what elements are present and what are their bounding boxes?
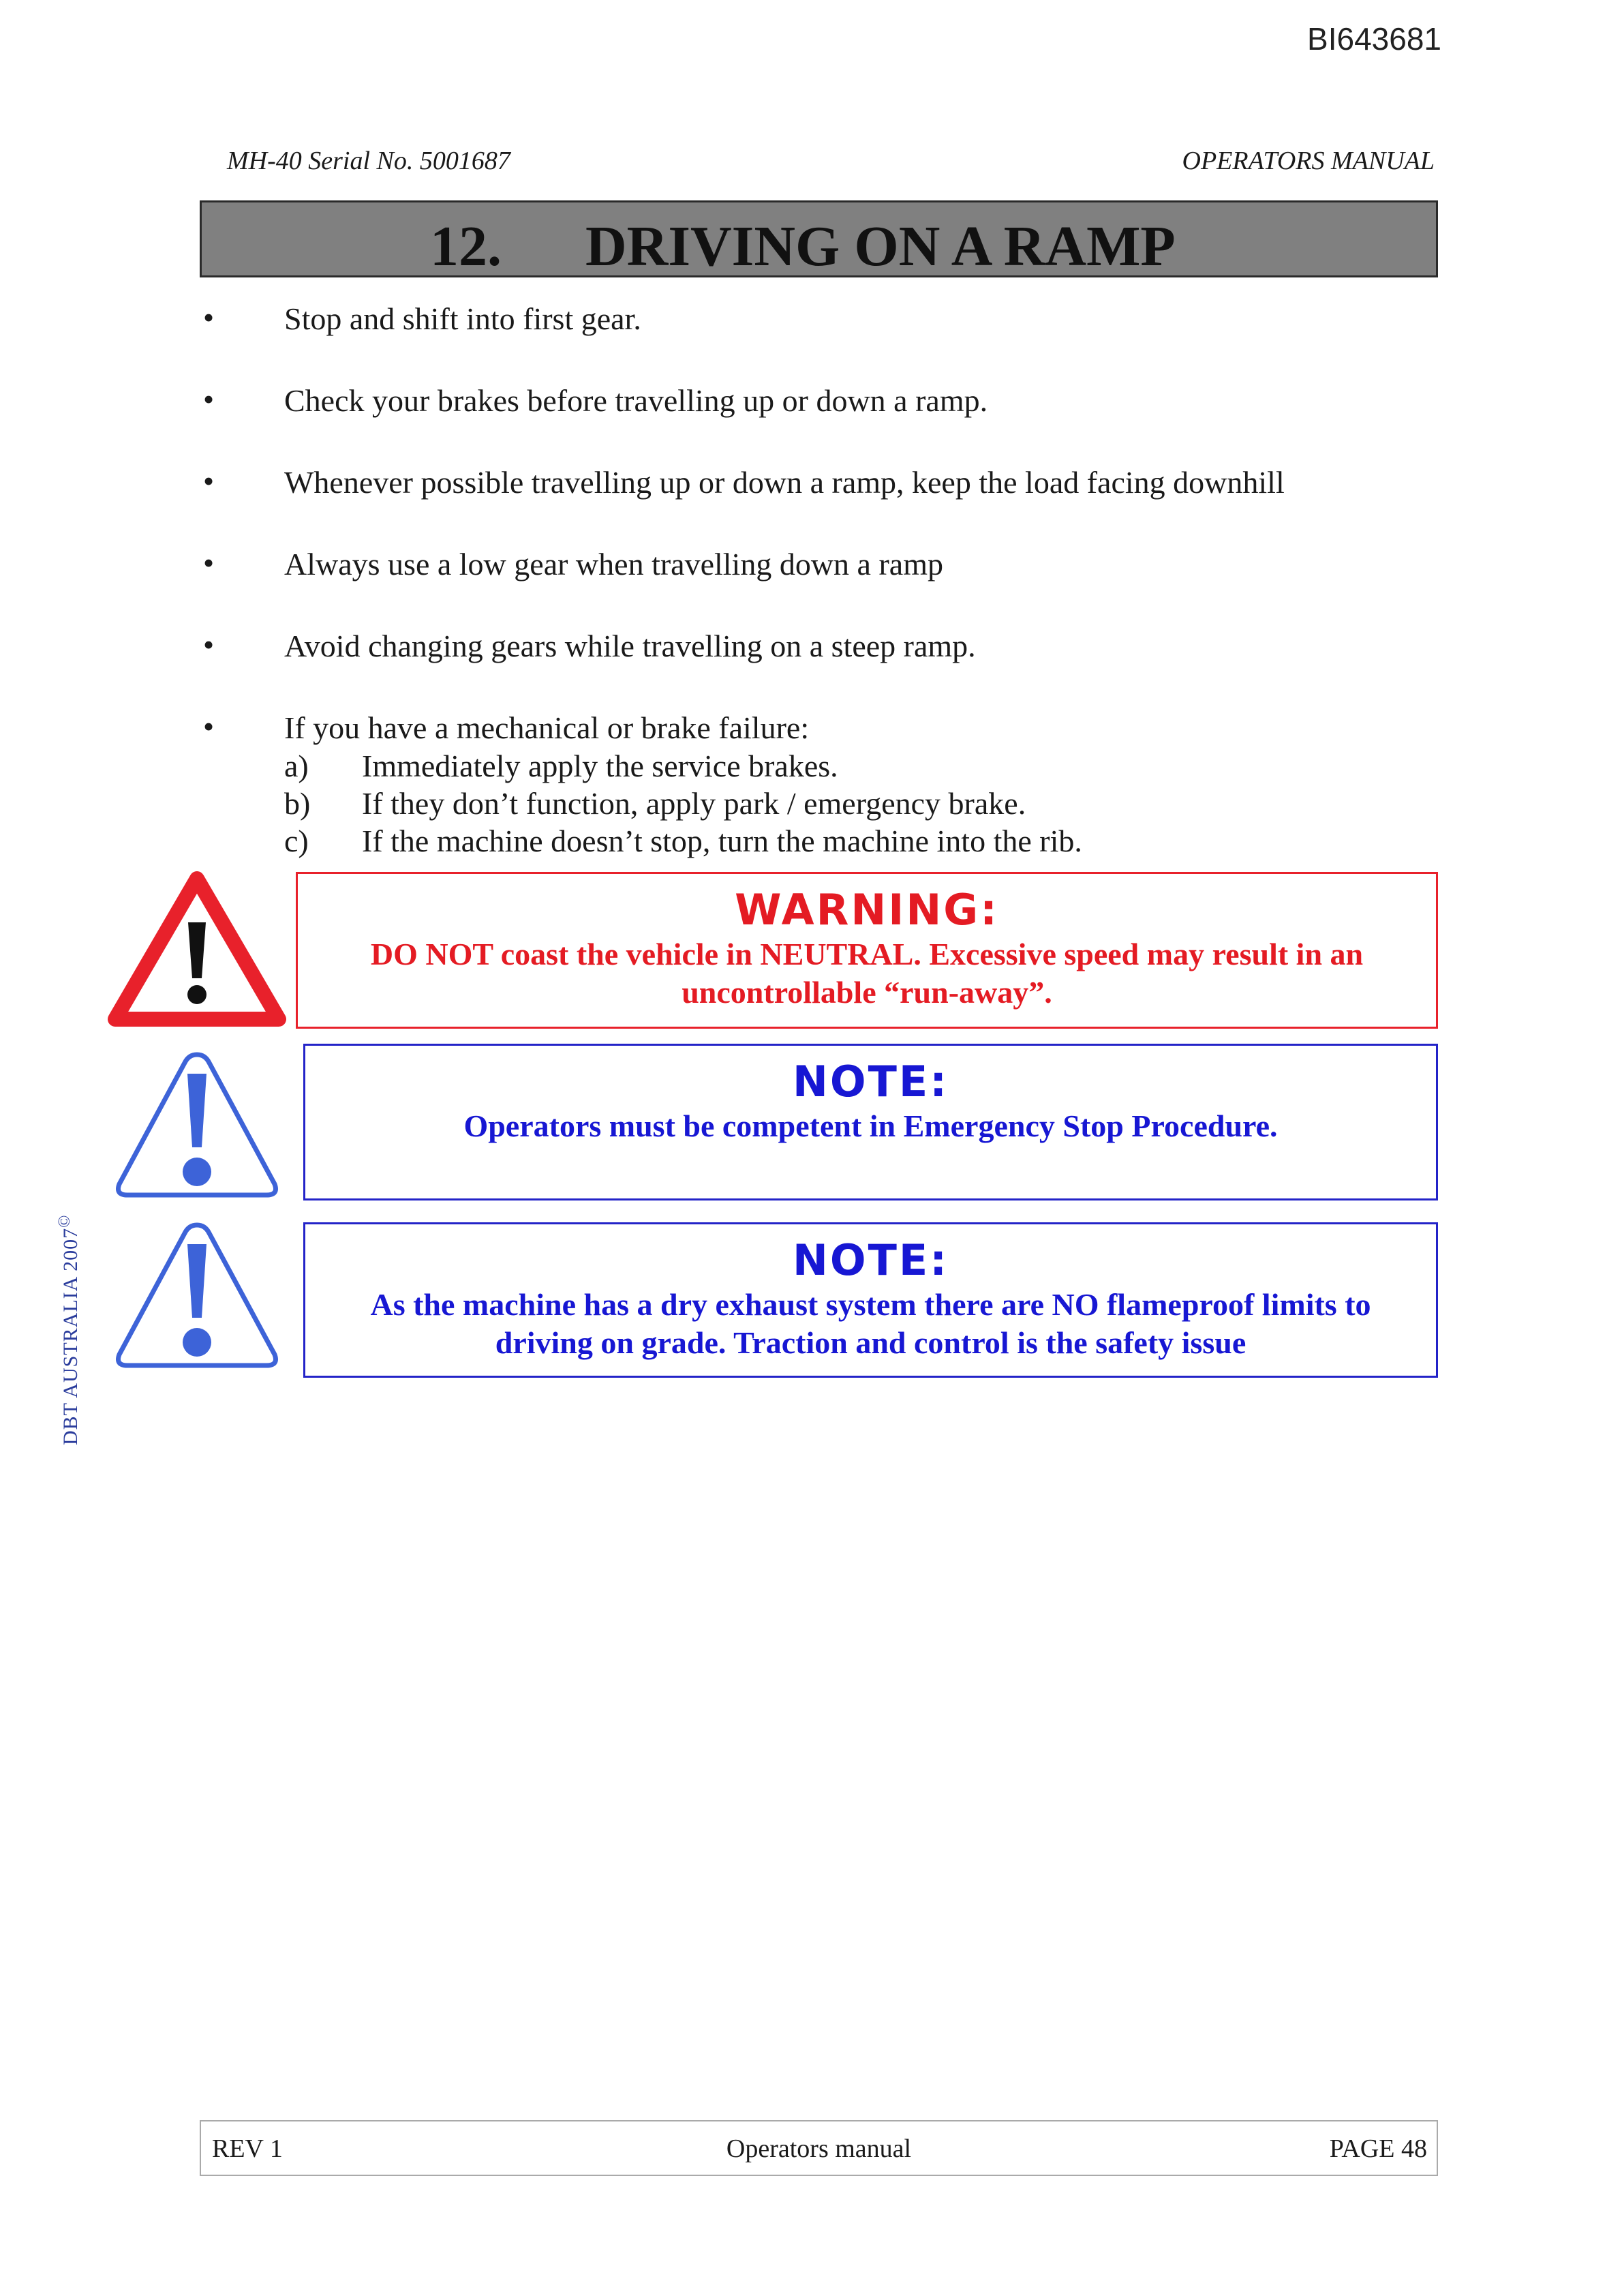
sub-list-item <box>284 785 1447 822</box>
warning-box <box>296 872 1438 1029</box>
bullet-icon: • <box>203 545 215 580</box>
instruction-list <box>200 300 1447 903</box>
list-item <box>200 300 1447 338</box>
note-box <box>303 1044 1438 1200</box>
list-item-text: Always use a low gear when travelling down a ramp <box>284 547 943 581</box>
list-item <box>200 709 1447 860</box>
note-title: NOTE: <box>792 1057 949 1106</box>
footer-page-number: PAGE 48 <box>1329 2134 1427 2163</box>
sub-list-item <box>284 822 1447 860</box>
list-item-text: Whenever possible travelling up or down a ramp, keep the load facing downhill <box>284 465 1285 500</box>
sub-list-item <box>284 747 1447 785</box>
sub-list-letter: b) <box>284 786 311 821</box>
note-box <box>303 1222 1438 1378</box>
sub-list-letter: c) <box>284 824 309 858</box>
footer-revision: REV 1 <box>212 2134 283 2163</box>
header-serial: MH-40 Serial No. 5001687 <box>227 147 510 175</box>
page-footer <box>200 2120 1438 2176</box>
list-item-text: Avoid changing gears while travelling on a steep ramp. <box>284 629 976 663</box>
section-title-bar <box>200 200 1438 277</box>
sub-list-text: If they don’t function, apply park / emergency brake. <box>362 786 1026 821</box>
footer-title: Operators manual <box>726 2134 912 2163</box>
sub-list-letter: a) <box>284 749 309 783</box>
header-manual-title: OPERATORS MANUAL <box>1182 147 1435 175</box>
copyright-text: DBT AUSTRALIA 2007 <box>59 1227 82 1445</box>
note-title: NOTE: <box>792 1235 949 1285</box>
document-id: BI643681 <box>1307 21 1441 57</box>
list-item <box>200 545 1447 584</box>
bullet-icon: • <box>203 709 215 744</box>
copyright-symbol: © <box>56 1214 74 1228</box>
bullet-icon: • <box>203 300 215 335</box>
caution-triangle-icon <box>112 1048 281 1203</box>
list-item <box>200 464 1447 502</box>
list-item-text: Check your brakes before travelling up or down a ramp. <box>284 383 988 418</box>
list-item-text: If you have a mechanical or brake failure: <box>284 710 810 745</box>
bullet-icon: • <box>203 627 215 662</box>
warning-triangle-icon <box>106 869 288 1027</box>
sub-list-text: Immediately apply the service brakes. <box>362 749 838 783</box>
sub-list-text: If the machine doesn’t stop, turn the machine into the rib. <box>362 824 1082 858</box>
warning-title: WARNING: <box>735 885 999 935</box>
section-title: DRIVING ON A RAMP <box>585 215 1176 278</box>
caution-triangle-icon <box>112 1218 281 1374</box>
bullet-icon: • <box>203 464 215 498</box>
bullet-icon: • <box>203 382 215 417</box>
list-item <box>200 382 1447 420</box>
list-item-text: Stop and shift into first gear. <box>284 301 641 336</box>
warning-text: DO NOT coast the vehicle in NEUTRAL. Excessive speed may result in an uncontrollable “run-away”. <box>370 937 1364 1010</box>
copyright-notice <box>56 1215 82 1445</box>
section-number: 12. <box>430 215 502 278</box>
note-text: As the machine has a dry exhaust system there are NO flameproof limits to driving on grade. Traction and control is the safety issue <box>370 1287 1371 1360</box>
list-item <box>200 627 1447 665</box>
note-text: Operators must be competent in Emergency Stop Procedure. <box>463 1108 1278 1143</box>
failure-steps <box>284 747 1447 860</box>
